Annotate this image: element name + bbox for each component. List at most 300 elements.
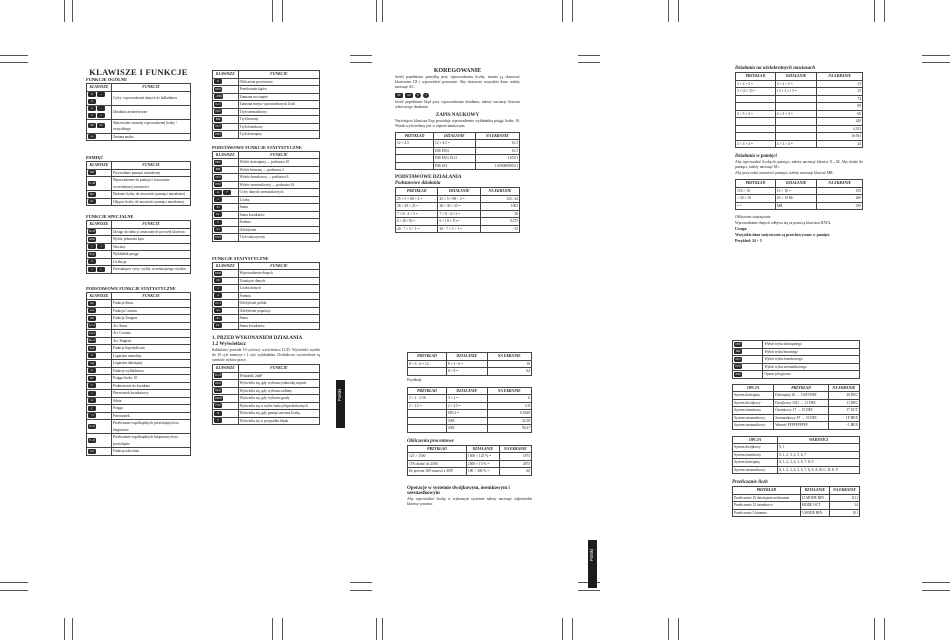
table-cell: 1111 — [829, 494, 859, 502]
table-cell: ABC — [446, 425, 487, 433]
table-cell: 36 — [480, 210, 519, 218]
table-row — [396, 147, 520, 155]
table-row — [213, 387, 320, 395]
table-row — [87, 352, 191, 360]
table-cell — [408, 417, 447, 425]
function-description: Arc Cosinus — [111, 330, 190, 338]
table-row — [213, 131, 320, 139]
table-cell — [736, 125, 776, 133]
table-cell: Ósemkowy 17 → 15 DEC — [774, 407, 828, 415]
calculator-key[interactable]: DEC — [735, 342, 741, 346]
function-description: Tryb statystyczny — [238, 234, 319, 242]
table-row — [733, 371, 860, 379]
table-cell: 2 ÷ 2.5 = — [408, 402, 447, 410]
table-cell: 8 × 8 = — [446, 368, 487, 376]
table-row — [87, 198, 191, 206]
table-cell: 0, 1, 2, 3, 4, 5, 6, 7, 8, 9 — [778, 459, 860, 467]
calculator-key[interactable]: BIN — [215, 168, 221, 172]
table-row — [736, 88, 863, 96]
table-row — [408, 460, 532, 468]
key-0[interactable]: 0 — [415, 93, 421, 98]
example-table-4 — [407, 387, 532, 433]
table-row — [408, 453, 532, 461]
table-row — [733, 459, 860, 467]
table-cell — [408, 410, 447, 418]
function-description: Wybór trybu dziesiętnego — [763, 341, 860, 349]
keys-table-trig — [86, 292, 191, 456]
table-cell: DIS ENG — [434, 147, 476, 155]
header-cell: PRZYKŁAD — [774, 384, 828, 392]
table-row — [733, 392, 860, 400]
key-cell — [213, 101, 239, 109]
calculator-key[interactable]: BIN — [215, 117, 221, 121]
calculator-key[interactable]: CD — [214, 278, 222, 283]
key-cell — [87, 405, 112, 413]
table-cell: 15% dodać do 2500 — [408, 460, 467, 468]
table-row — [213, 116, 320, 124]
table-cell: 125 × 1500 — [408, 453, 467, 461]
key-cell — [733, 371, 763, 379]
calculator-key[interactable]: DEC — [215, 160, 221, 164]
table-row — [87, 434, 191, 448]
header-cell: DZIAŁANIE — [438, 188, 480, 196]
memory-text-2: Aby przywołać zawartość pamięci, należy nacisnąć klawisz MR. — [735, 171, 834, 175]
calculator-key[interactable]: Σx — [214, 316, 222, 321]
correction-text: Jeżeli popełniono pomyłkę przy wprowadzaniu liczby, można ją skasować klawiszem CE i wprowadzić ponownie. Aby skasować wszystkie dane, należy nacisnąć AC. — [395, 75, 520, 89]
key-cell — [213, 108, 239, 116]
calculator-key[interactable]: ( — [88, 244, 96, 249]
table-cell: System ósemkowy — [733, 407, 774, 415]
calculator-key[interactable]: hyp — [89, 346, 95, 350]
table-header-row — [87, 162, 191, 170]
table-cell — [775, 125, 817, 133]
table-row — [396, 140, 520, 148]
table-cell: 2875 — [499, 460, 531, 468]
calculator-key[interactable]: M- — [88, 199, 96, 204]
mode-keys-table — [732, 340, 860, 379]
calculator-key[interactable]: DEG — [215, 381, 221, 385]
function-description: Wybór dziesiętnej — podstawa 10 — [238, 159, 319, 167]
calculator-key[interactable]: HEX — [735, 365, 741, 369]
header-cell: PRZYKŁAD — [733, 487, 801, 495]
header-functions: FUNKCJE — [238, 365, 319, 373]
key-cell — [87, 105, 112, 119]
function-description: Usunięcie danych — [238, 277, 319, 285]
key-cell — [87, 360, 112, 368]
calculator-key[interactable]: Σx² — [215, 213, 221, 217]
calculator-key[interactable]: - — [97, 106, 105, 111]
table-row — [213, 174, 320, 182]
header-keys: KLAWISZE — [87, 221, 112, 229]
header-cell: DZIAŁANIE — [775, 180, 817, 188]
table-cell: Przeliczenie 5 binarnie — [733, 509, 801, 517]
statistics-text-2: Wprowadzanie danych odbywa się za pomocą klawisza DATA. — [735, 221, 832, 225]
key-cell — [213, 174, 239, 182]
calculator-key[interactable]: cos-1 — [88, 331, 96, 335]
calculator-key[interactable]: M+ — [89, 192, 95, 196]
table-header-row — [396, 132, 520, 140]
function-description: Tryb szesnastkowy — [238, 108, 319, 116]
key-cell — [213, 86, 239, 94]
function-description: Suma — [238, 204, 319, 212]
key-cell — [213, 315, 239, 323]
calculator-key[interactable]: 2ndF — [214, 374, 222, 378]
key-cell — [213, 322, 239, 330]
function-description: Arc Sinus — [111, 322, 190, 330]
table-row — [736, 202, 863, 210]
calculator-key[interactable]: BIN — [735, 350, 741, 354]
language-tab-left — [336, 380, 345, 428]
table-cell: + 20 × 10 — [736, 195, 776, 203]
calculator-key[interactable]: RAD — [215, 389, 221, 393]
key-cell — [213, 131, 239, 139]
table-cell: -15 — [480, 225, 519, 233]
calculator-key[interactable]: sin — [88, 301, 96, 306]
key-cell — [213, 410, 239, 418]
function-description: Odchylenie próbki — [238, 300, 319, 308]
function-description: Obliczenia procentowe — [238, 78, 319, 86]
table-row — [396, 162, 520, 170]
keys-table-stat2 — [212, 262, 320, 331]
calculator-key[interactable]: Σx² — [215, 324, 221, 328]
calculator-key[interactable]: ÷ — [97, 113, 105, 118]
table-row — [408, 425, 532, 433]
function-description: Wybór ósemkowej — podstawa 8 — [238, 174, 319, 182]
table-cell: 89 — [817, 103, 863, 111]
calculator-key[interactable]: × — [88, 113, 96, 118]
key-cell — [87, 412, 112, 420]
table-row — [213, 204, 320, 212]
table-cell: System szesnastkowy — [733, 414, 774, 422]
calculator-key[interactable]: log — [88, 361, 96, 366]
table-row — [736, 125, 863, 133]
calculator-key[interactable]: HEX — [215, 183, 221, 187]
function-description: Zamiana miejsc wprowadzonych liczb — [238, 101, 319, 109]
table-cell — [408, 368, 447, 376]
table-header-row — [213, 365, 320, 373]
calculator-key[interactable]: 10ˣ — [89, 376, 95, 380]
table-row — [736, 95, 863, 103]
calculator-key[interactable]: OCT — [735, 357, 741, 361]
calculator-key[interactable]: 2ndF — [88, 230, 96, 234]
table-row — [87, 322, 191, 330]
table-header-row — [87, 292, 191, 300]
keys-table-basic — [86, 83, 191, 141]
table-row — [733, 348, 860, 356]
calculator-key[interactable]: + — [88, 106, 96, 111]
table-row — [408, 368, 532, 376]
calculator-key[interactable]: tan-1 — [88, 339, 96, 343]
table-cell: = ? — [736, 202, 776, 210]
calculator-key[interactable]: ~ — [97, 92, 105, 97]
table-row — [213, 300, 320, 308]
header-functions: FUNKCJE — [238, 262, 319, 270]
header-keys: KLAWISZE — [87, 162, 112, 170]
function-description: Funkcje hiperboliczne — [111, 345, 190, 353]
language-tab-right-label: Polski — [589, 549, 594, 562]
table-cell: 13 — [817, 80, 863, 88]
calculator-key[interactable]: → — [88, 267, 96, 272]
calculator-key[interactable]: R→P — [89, 424, 95, 428]
calculator-key[interactable]: π — [88, 259, 96, 264]
table-header-row — [213, 71, 320, 79]
key-ce[interactable]: CE — [395, 93, 403, 98]
key-cell — [87, 322, 112, 330]
calculator-key[interactable]: DATA — [214, 271, 222, 275]
function-description: Silnia — [111, 397, 190, 405]
key-cell — [87, 198, 112, 206]
table-cell: 8 × 3 - 6 = — [446, 360, 487, 368]
calculator-key[interactable]: cos — [89, 309, 95, 313]
calculator-key[interactable]: P→R — [89, 438, 95, 442]
table-row — [733, 407, 860, 415]
section-title: FUNKCJE STATYSTYCZNE — [212, 255, 269, 261]
table-cell: 180 ÷ 300 % = — [466, 468, 499, 476]
header-keys: KLAWISZE — [213, 151, 239, 159]
table-cell: 1003 — [480, 203, 519, 211]
table-cell: 12 + 4.5 — [396, 140, 434, 148]
table-row — [87, 300, 191, 308]
table-header-row — [213, 262, 320, 270]
calculator-key[interactable]: x̄ — [214, 220, 222, 225]
function-description: Wyświetla się, gdy wybrano grady — [238, 395, 319, 403]
calculator-key[interactable]: Exp — [89, 252, 95, 256]
table-row — [87, 169, 191, 177]
table-cell: System dwójkowy — [733, 399, 774, 407]
table-cell: 5 MODE BIN — [800, 509, 829, 517]
function-description: Skasowanie ostatniej wprowadzonej liczby / wszystkiego — [111, 119, 190, 133]
table-row — [213, 417, 320, 425]
table-row — [213, 372, 320, 380]
table-cell: 8 × 3 - 6 = 12 — [408, 360, 447, 368]
header-cell: NA EKRANIE — [828, 384, 859, 392]
table-cell: 350 — [817, 202, 863, 210]
header-cell: NA EKRANIE — [817, 180, 863, 188]
calculator-key[interactable]: n — [214, 286, 222, 291]
function-description: Cyfry: wprowadzanie danych do kalkulatora — [111, 91, 190, 105]
function-description: Suma — [238, 315, 319, 323]
table-cell — [396, 162, 434, 170]
section-subheading: Działania na wielokrotnych nawiasach — [735, 66, 816, 71]
function-description: Dodanie liczby do zawartości pamięci niezależnej — [111, 191, 190, 199]
example-table-memory — [735, 179, 863, 210]
calculator-key[interactable]: HYP — [215, 404, 221, 408]
header-cell: WARTOŚCI — [778, 436, 860, 444]
language-tab-left-label: Polski — [337, 389, 342, 402]
table-cell: DIS SCI — [434, 162, 476, 170]
calculator-key[interactable]: DRG — [89, 237, 95, 241]
table-cell — [775, 95, 817, 103]
table-row — [213, 93, 320, 101]
table-cell: 24 — [817, 140, 863, 148]
calculator-key[interactable]: σn — [214, 227, 222, 232]
calculator-key[interactable]: 9 — [88, 99, 96, 104]
table-cell: 0, 1 — [778, 444, 860, 452]
calculator-key[interactable]: σn-1 — [215, 301, 222, 305]
key-1[interactable]: 1 — [423, 93, 429, 98]
table-row — [87, 330, 191, 338]
keys-table-special — [86, 220, 191, 274]
calculator-key[interactable]: A — [214, 190, 222, 195]
table-cell — [396, 155, 434, 163]
table-row — [213, 219, 320, 227]
table-cell: 25 — [817, 88, 863, 96]
table-cell — [775, 118, 817, 126]
calculator-key[interactable]: ln — [88, 353, 96, 358]
table-row — [213, 189, 320, 197]
calculator-key[interactable]: ← — [97, 267, 105, 272]
function-description: Wybór jednostki kąta — [111, 236, 190, 244]
table-row — [733, 444, 860, 452]
table-header-row — [408, 353, 532, 361]
table-row — [408, 468, 532, 476]
section-subheading: Przeliczanie liczb — [732, 480, 768, 485]
table-row — [396, 155, 520, 163]
calculator-key[interactable]: AC — [97, 123, 105, 128]
function-description: Funkcja Cosinus — [111, 307, 190, 315]
memory-text: Aby wprowadzić liczbę do pamięci, należy nacisnąć klawisz X→M. Aby dodać do pamięci, należy nacisnąć M+. — [735, 160, 863, 169]
calculator-key[interactable]: F — [223, 190, 231, 195]
header-cell: NA EKRANIE — [480, 188, 519, 196]
key-cell — [213, 93, 239, 101]
table-row — [213, 123, 320, 131]
calculator-key[interactable]: CE — [88, 123, 96, 128]
calculator-key[interactable]: STAT — [215, 235, 222, 239]
header-functions: FUNKCJE — [111, 292, 190, 300]
function-description: Wprowadzenie do pamięci i kasowanie wcześniejszej zawartości — [111, 177, 190, 191]
table-row — [396, 195, 520, 203]
key-cell — [213, 387, 239, 395]
table-cell: 16.933 — [817, 133, 863, 141]
table-row — [87, 228, 191, 236]
calculator-key[interactable]: tan — [89, 316, 95, 320]
section-heading: 1.2 Wyświetlacz — [212, 342, 246, 347]
function-description: Funkcja Tangens — [111, 315, 190, 323]
calculator-key[interactable]: n — [214, 197, 222, 202]
function-description: Wyświetla się w trybie funkcji hiperbolicznych — [238, 402, 319, 410]
function-description: Pierwiastek — [111, 412, 190, 420]
calculator-key[interactable]: 0 — [88, 92, 96, 97]
calculator-key[interactable]: yˣ — [88, 406, 96, 411]
calculator-key[interactable]: GRAD — [214, 396, 223, 400]
table-row — [736, 140, 863, 148]
table-row — [213, 322, 320, 330]
note-text: Wszystkie dane statystyczne są przechowywane w pamięci. — [735, 233, 831, 237]
calculator-key[interactable]: X→M — [88, 181, 96, 185]
table-cell: 60 — [499, 468, 531, 476]
example-table-2 — [395, 187, 520, 233]
calculator-key[interactable]: M — [214, 411, 222, 416]
calculator-key[interactable]: x̄ — [214, 293, 222, 298]
table-row — [213, 234, 320, 242]
table-cell: 60 — [817, 110, 863, 118]
function-description: Przywołanie pamięci niezależnej — [111, 169, 190, 177]
calculator-key[interactable]: Σx — [214, 205, 222, 210]
calculator-key[interactable]: 1/x — [88, 449, 96, 454]
table-cell: 6 ÷ (8 + 8) = — [396, 218, 438, 226]
function-description: Tryb binarny — [238, 116, 319, 124]
header-cell: PRZYKŁAD — [396, 188, 438, 196]
calculator-key[interactable]: E — [214, 418, 222, 423]
key-ac[interactable]: AC — [405, 93, 413, 98]
key-cell — [87, 266, 112, 274]
table-cell: 4 × 5 × 3 = — [736, 110, 776, 118]
calculator-key[interactable]: OCT — [215, 175, 221, 179]
calculator-key[interactable]: MR — [88, 170, 96, 175]
table-cell: Dziesiętny 26 → 11010 BIN — [774, 392, 828, 400]
calculator-key[interactable]: eˣ — [88, 368, 96, 373]
table-row — [736, 118, 863, 126]
table-cell — [736, 103, 776, 111]
key-cell — [87, 434, 112, 448]
calculator-key[interactable]: DEG — [215, 87, 221, 91]
key-cell — [87, 119, 112, 133]
header-functions: FUNKCJE — [238, 151, 319, 159]
correction-keys — [395, 92, 520, 98]
calculator-key[interactable]: √ — [88, 391, 96, 396]
calculator-key[interactable]: DEC — [215, 132, 221, 136]
table-cell — [736, 118, 776, 126]
table-row — [733, 509, 860, 517]
table-header-row — [733, 384, 860, 392]
function-description: Przeliczanie kątów — [238, 86, 319, 94]
function-description: Działania arytmetyczne — [111, 105, 190, 119]
options-table-2 — [732, 436, 860, 475]
function-description: Logarytm dziesiętny — [111, 360, 190, 368]
key-cell — [733, 341, 763, 349]
calculator-key[interactable]: OCT — [215, 125, 221, 129]
key-cell — [87, 258, 112, 266]
table-cell: 0, 1, 2, 3, 4, 5, 6, 7, 8, 9, A, B, C, D, E, F — [778, 466, 860, 474]
table-cell: 3 × 2 - 2.56 — [408, 395, 447, 403]
calculator-key[interactable]: % — [214, 79, 222, 84]
calculator-key[interactable]: x² — [88, 383, 96, 388]
table-row — [408, 360, 532, 368]
calculator-key[interactable]: ABC — [735, 372, 741, 376]
table-row — [87, 177, 191, 191]
table-cell: 16.5 — [475, 147, 519, 155]
calculator-key[interactable]: ˣ√y — [89, 414, 95, 418]
table-cell: 15 × 10 = — [775, 187, 817, 195]
header-cell: PRZYKŁAD — [408, 353, 447, 361]
key-cell — [87, 382, 112, 390]
calculator-key[interactable]: x! — [88, 398, 96, 403]
table-row — [87, 375, 191, 383]
table-cell: 1875 — [499, 453, 531, 461]
key-cell — [87, 337, 112, 345]
table-row — [408, 395, 532, 403]
key-cell — [87, 375, 112, 383]
key-cell — [213, 307, 239, 315]
table-cell: 17 OCT — [828, 407, 859, 415]
table-cell: 18 — [487, 360, 531, 368]
calculator-key[interactable]: →DEG — [214, 95, 223, 99]
header-cell: NA EKRANIE — [829, 487, 859, 495]
calculator-key[interactable]: σn — [214, 308, 222, 313]
header-cell: NA EKRANIE — [499, 445, 531, 453]
table-row — [213, 277, 320, 285]
calculator-key[interactable]: HEX — [215, 110, 221, 114]
calculator-key[interactable]: X↔Y — [215, 102, 221, 106]
table-cell: 25 × 5 = 88 ÷ 2 = — [396, 195, 438, 203]
table-header-row — [213, 151, 320, 159]
section-title: FUNKCJE OGÓLNE — [86, 77, 128, 82]
calculator-key[interactable]: sin-1 — [88, 324, 96, 328]
table-row — [87, 345, 191, 353]
calculator-key[interactable]: ) — [97, 244, 105, 249]
calculator-key[interactable]: +/- — [88, 134, 96, 139]
table-cell: 3 + 2 × 5 = — [736, 80, 776, 88]
